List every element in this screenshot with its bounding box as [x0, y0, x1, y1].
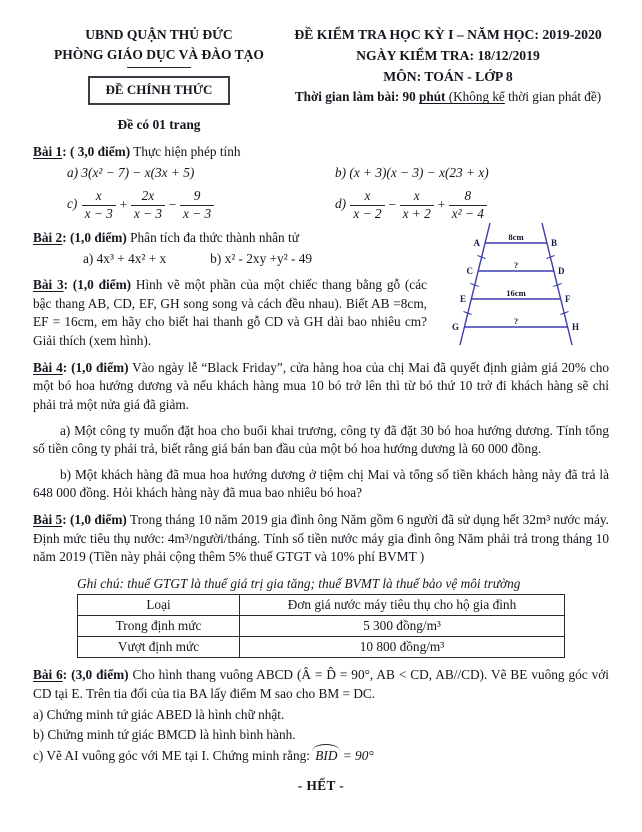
rung-EF-value: 16cm — [506, 288, 526, 299]
problem-6-label: Bài 6 — [33, 667, 63, 683]
point-label-D: D — [558, 266, 565, 277]
problem-6-math: (Â = D̂ = 90°, AB < CD, AB//CD) — [296, 667, 484, 683]
org-name-line2: PHÒNG GIÁO DỤC VÀ ĐÀO TẠO — [54, 46, 264, 62]
problem-6-intro: Bài 6: (3,0 điểm) Cho hình thang vuông ABCD (Â = D̂ = 90°, AB < CD, AB//CD). Vẽ BE vuông góc với CD tại E. Trên tia đối của tia BA lấy điểm M sao cho BM = DC. — [33, 667, 609, 701]
official-exam-box: ĐỀ CHÍNH THỨC — [88, 76, 231, 105]
problem-6 — [33, 666, 609, 765]
fraction: $\frac{9}{x - 3}$ — [180, 189, 214, 221]
expression-1c: c) $\frac{x}{x - 3}$ + $\frac{2x}{x - 3}$ − $\frac{9}{x - 3}$ — [67, 189, 335, 221]
problem-5-label: Bài 5 — [33, 511, 63, 527]
rung-AB-value: 8cm — [508, 232, 524, 243]
table-cell-type: Trong định mức — [78, 616, 240, 637]
table-header-type: Loại — [78, 595, 240, 616]
angle-BID: BID — [313, 747, 339, 766]
table-cell-type: Vượt định mức — [78, 637, 240, 658]
fraction: $\frac{x}{x - 3}$ — [82, 189, 116, 221]
problem-5 — [33, 511, 609, 658]
problem-2-label: Bài 2 — [33, 230, 63, 246]
problem-5-intro: Bài 5: (1,0 điểm) Trong tháng 10 năm 2019 gia đình ông Năm gồm 6 người đã sử dụng hết 32m³ nước máy. Định mức tiêu thụ nước: 4m³/người/tháng. Tính số tiền nước máy gia đình ông Năm phải trả trong tháng 10 năm 2019 (Tiền này phải cộng thêm 5% thuế GTGT và 10% phí BVMT ) — [33, 511, 609, 565]
table-cell-price: 10 800 đồng/m³ — [240, 637, 565, 658]
water-price-table — [77, 594, 565, 658]
problem-4-label: Bài 4 — [33, 359, 63, 375]
problem-4-item-a: a) Một công ty muốn đặt hoa cho buổi khai trương, công ty đã đặt 30 bó hoa hướng dương. Tính tổng số tiền công ty phải trả, biết rằng giá bán ban đầu của một bó hoa hướng dương là 60 000 đồng. — [33, 422, 609, 457]
point-label-F: F — [565, 294, 571, 305]
problem-4 — [33, 359, 609, 503]
table-row — [78, 637, 565, 658]
duration-prefix: Thời gian làm bài: 90 — [294, 89, 420, 105]
header — [33, 25, 609, 135]
fraction: $\frac{x}{x + 2}$ — [400, 189, 434, 221]
header-divider — [127, 67, 191, 68]
point-label-A: A — [473, 238, 480, 249]
fraction: $\frac{x}{x - 2}$ — [350, 189, 384, 221]
exam-subject: MÔN: TOÁN - LỚP 8 — [383, 68, 513, 84]
ladder-diagram — [438, 221, 606, 347]
fraction: $\frac{8}{\text{x² − 4}}$ — [449, 189, 487, 221]
problem-1-heading: Bài 1: ( 3,0 điểm) Thực hiện phép tính — [33, 144, 241, 160]
end-of-exam: - HẾT - — [297, 778, 345, 794]
problem-1-row-ab — [33, 164, 609, 183]
expression-1a: a) 3(x² − 7) − x(3x + 5) — [67, 164, 195, 180]
duration-suffix: thời gian phát đề) — [504, 89, 602, 105]
problem-6-item-c: c) Vẽ AI vuông góc với ME tại I. Chứng minh rằng: BID = 90° — [33, 747, 609, 766]
exam-title: ĐỀ KIỂM TRA HỌC KỲ I – NĂM HỌC: 2019-2020 — [294, 27, 602, 42]
point-label-E: E — [459, 294, 466, 305]
rung-CD-value: ? — [513, 260, 519, 271]
problem-6-item-a: a) Chứng minh tứ giác ABED là hình chữ nhật. — [33, 706, 285, 722]
problem-1-row-cd — [33, 189, 609, 221]
duration-underlined: phút (Không kể — [419, 89, 505, 105]
exam-date: NGÀY KIỂM TRA: 18/12/2019 — [356, 47, 540, 63]
problems-2-3 — [33, 229, 609, 351]
problem-5-note: Ghi chú: thuế GTGT là thuế giá trị gia tăng; thuế BVMT là thuế bảo vệ môi trường — [77, 575, 521, 591]
problem-3-text: Hình vẽ một phần của một chiếc thang bằng gỗ (các bậc thang AB, CD, EF, GH song song và cách đều nhau). Biết AB =8cm, EF = 16cm, em hãy cho biết hai thanh gỗ CD và GH dài bao nhiêu cm? Giải thích (xem hình). — [33, 277, 428, 349]
problem-4-intro: Bài 4: (1,0 điểm) Vào ngày lễ “Black Friday”, cửa hàng hoa của chị Mai đã quyết định giảm giá 20% cho một bó hoa hướng dương và nếu khách hàng mua 10 bó trở lên thì từ bó thứ 10 trở đi khách hàng sẽ chỉ phải trả một nửa giá đã giảm. — [33, 359, 609, 412]
point-label-H: H — [572, 322, 580, 333]
header-left — [33, 25, 285, 135]
expression-2b: b) x² - 2xy +y² - 49 — [210, 250, 313, 266]
expression-1b: b) (x + 3)(x − 3) − x(23 + x) — [335, 164, 489, 180]
exam-duration — [287, 87, 609, 107]
problem-1-label: Bài 1 — [33, 144, 63, 160]
problem-1 — [33, 143, 609, 221]
expression-1d: d) $\frac{x}{x - 2}$ − $\frac{x}{x + 2}$ + $\frac{8}{\text{x² − 4}}$ — [335, 189, 609, 221]
table-header-row — [78, 595, 565, 616]
header-right — [285, 25, 609, 135]
problem-2-heading: Bài 2: (1,0 điểm) Phân tích đa thức thành nhân tử — [33, 230, 299, 246]
table-header-price: Đơn giá nước máy tiêu thụ cho hộ gia đình — [240, 595, 565, 616]
problem-3-label: Bài 3 — [33, 277, 64, 293]
point-label-G: G — [451, 322, 459, 333]
org-name-line1: UBND QUẬN THỦ ĐỨC — [85, 27, 233, 42]
table-cell-price: 5 300 đồng/m³ — [240, 616, 565, 637]
point-label-B: B — [551, 238, 558, 249]
table-row — [78, 616, 565, 637]
point-label-C: C — [466, 266, 473, 277]
fraction: $\frac{2x}{x - 3}$ — [131, 189, 165, 221]
problem-3: Bài 3: (1,0 điểm) Hình vẽ một phần của một chiếc thang bằng gỗ (các bậc thang AB, CD, EF, GH song song và cách đều nhau). Biết AB =8cm, EF = 16cm, em hãy cho biết hai thanh gỗ CD và GH dài bao nhiêu cm? Giải thích (xem hình). — [33, 277, 428, 349]
expression-2a: a) 4x³ + 4x² + x — [83, 250, 167, 266]
official-box-wrap — [33, 76, 285, 105]
pages-note: Đề có 01 trang — [117, 117, 201, 133]
rung-GH-value: ? — [513, 316, 519, 327]
problem-4-item-b: b) Một khách hàng đã mua hoa hướng dương ở tiệm chị Mai và tổng số tiền khách hàng này đã trả là 648 000 đồng. Hỏi khách hàng này đã mua bao nhiêu bó hoa? — [33, 466, 609, 501]
problem-6-item-b: b) Chứng minh tứ giác BMCD là hình bình hành. — [33, 727, 296, 743]
